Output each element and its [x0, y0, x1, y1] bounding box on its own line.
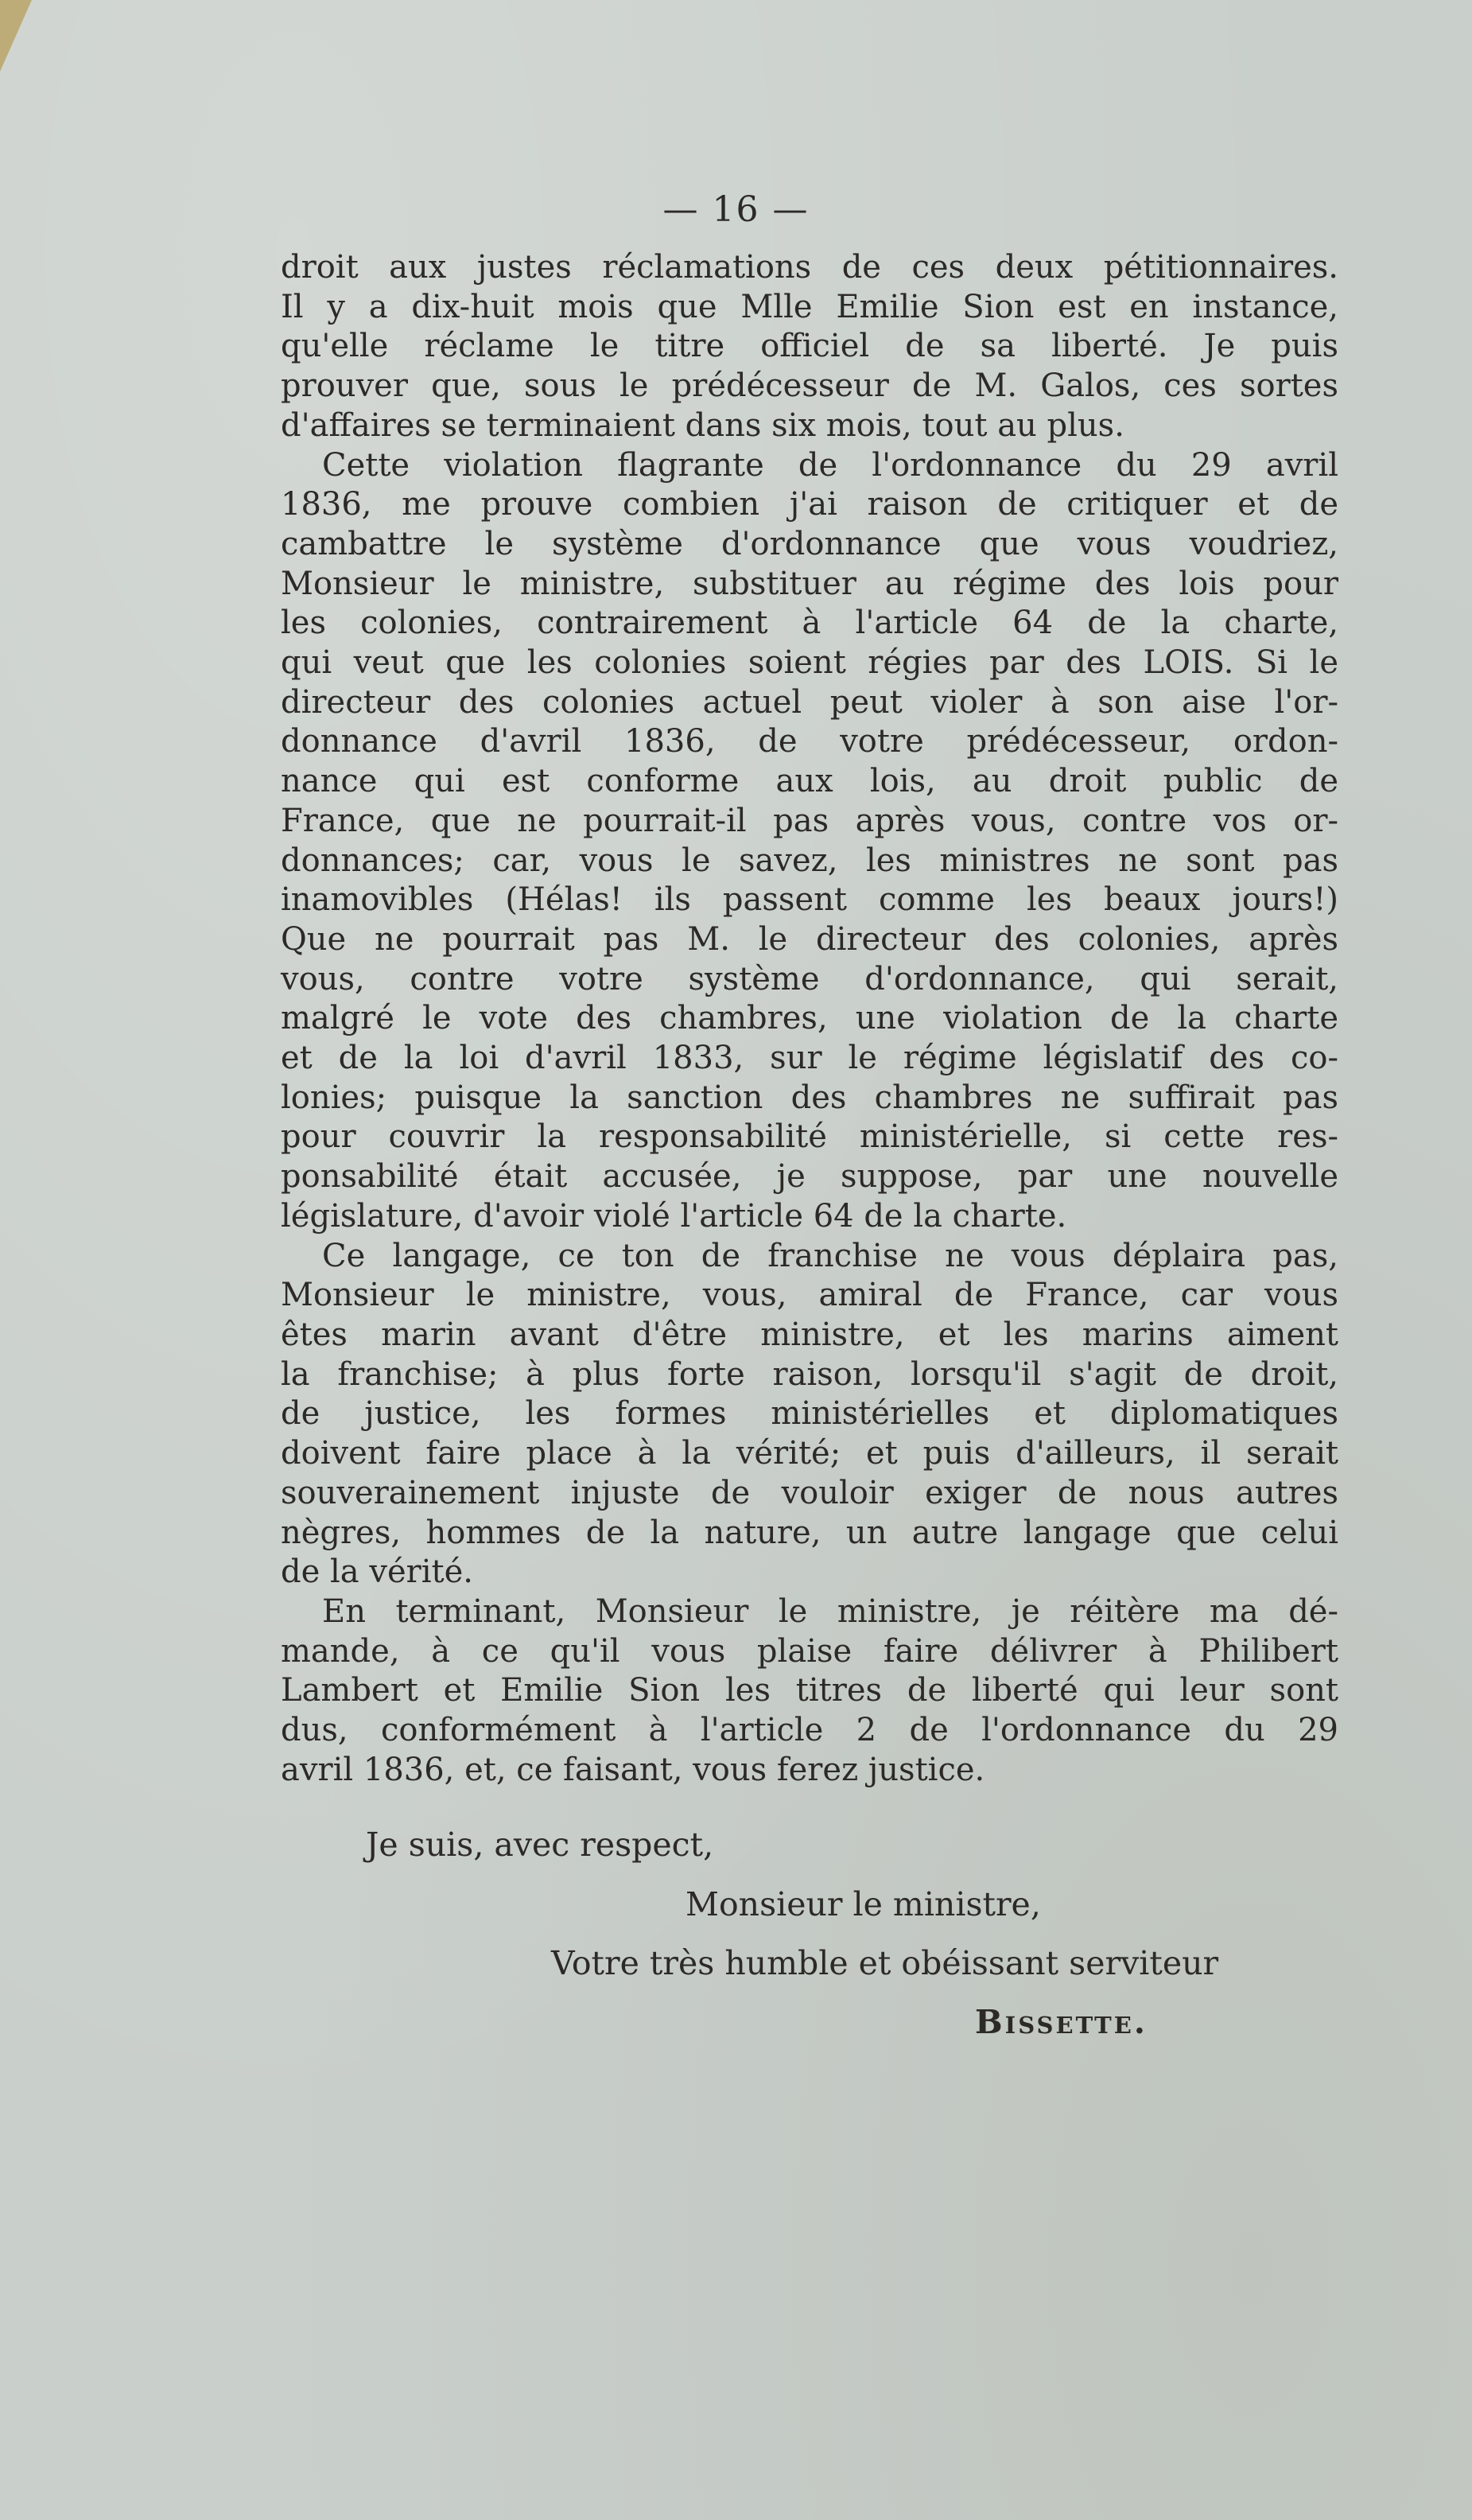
text-line: doivent faire place à la vérité; et puis d'ailleurs, il serait — [281, 1435, 1338, 1472]
text-line: qui veut que les colonies soient régies par des LOIS. Si le — [281, 644, 1338, 682]
text-line: donnances; car, vous le savez, les ministres ne sont pas — [281, 842, 1338, 879]
letter-body — [281, 248, 1338, 1790]
text-line: donnance d'avril 1836, de votre prédécesseur, ordon- — [281, 723, 1338, 760]
text-line: souverainement injuste de vouloir exiger de nous autres — [281, 1474, 1338, 1511]
text-line: mande, à ce qu'il vous plaise faire délivrer à Philibert — [281, 1632, 1338, 1670]
text-line: directeur des colonies actuel peut violer à son aise l'or- — [281, 683, 1338, 721]
text-line: Que ne pourrait pas M. le directeur des colonies, après — [281, 920, 1338, 958]
text-line: droit aux justes réclamations de ces deux pétitionnaires. — [281, 249, 1338, 286]
text-line: Ce langage, ce ton de franchise ne vous déplaira pas, — [322, 1237, 1338, 1274]
page-corner-fold — [0, 0, 32, 72]
text-line: et de la loi d'avril 1833, sur le régime législatif des co- — [281, 1040, 1338, 1077]
text-line: prouver que, sous le prédécesseur de M. Galos, ces sortes — [281, 368, 1338, 405]
text-line: Monsieur le ministre, substituer au régime des lois pour — [281, 565, 1338, 602]
closing-addressee: Monsieur le ministre, — [686, 1885, 1041, 1923]
text-line: nègres, hommes de la nature, un autre langage que celui — [281, 1514, 1338, 1551]
text-line: dus, conformément à l'article 2 de l'ordonnance du 29 — [281, 1712, 1338, 1749]
text-line: 1836, me prouve combien j'ai raison de critiquer et de — [281, 486, 1338, 523]
closing-salutation: Je suis, avec respect, — [366, 1826, 714, 1864]
text-line: avril 1836, et, ce faisant, vous ferez justice. — [281, 1751, 985, 1788]
text-line: malgré le vote des chambres, une violation de la charte — [281, 1000, 1338, 1037]
text-line: de justice, les formes ministérielles et diplomatiques — [281, 1395, 1338, 1433]
text-line: lonies; puisque la sanction des chambres ne suffirait pas — [281, 1079, 1338, 1116]
text-line: Lambert et Emilie Sion les titres de liberté qui leur sont — [281, 1672, 1338, 1709]
text-line: les colonies, contrairement à l'article 64 de la charte, — [281, 605, 1338, 642]
text-line: France, que ne pourrait-il pas après vous, contre vos or- — [281, 802, 1338, 839]
text-line: la franchise; à plus forte raison, lorsqu'il s'agit de droit, — [281, 1355, 1338, 1393]
signature: Bissette. — [975, 2003, 1148, 2041]
text-line: vous, contre votre système d'ordonnance, qui serait, — [281, 960, 1338, 998]
text-line: êtes marin avant d'être ministre, et les marins aiment — [281, 1316, 1338, 1353]
text-line: cambattre le système d'ordonnance que vous voudriez, — [281, 525, 1338, 562]
text-line: nance qui est conforme aux lois, au droit public de — [281, 763, 1338, 800]
text-line: inamovibles (Hélas! ils passent comme les beaux jours!) — [281, 881, 1338, 919]
text-line: En terminant, Monsieur le ministre, je réitère ma dé- — [322, 1592, 1338, 1630]
text-line: Il y a dix-huit mois que Mlle Emilie Sion est en instance, — [281, 288, 1338, 325]
text-line: ponsabilité était accusée, je suppose, par une nouvelle — [281, 1158, 1338, 1196]
text-line: Monsieur le ministre, vous, amiral de France, car vous — [281, 1277, 1338, 1314]
text-line: qu'elle réclame le titre officiel de sa liberté. Je puis — [281, 328, 1338, 365]
text-line: de la vérité. — [281, 1554, 473, 1591]
text-line: d'affaires se terminaient dans six mois, tout au plus. — [281, 406, 1124, 444]
text-line: Cette violation flagrante de l'ordonnance du 29 avril — [322, 446, 1338, 484]
text-line: législature, d'avoir violé l'article 64 de la charte. — [281, 1197, 1067, 1235]
closing-servant-line: Votre très humble et obéissant serviteur — [551, 1944, 1219, 1982]
page-number: — 16 — — [662, 189, 810, 230]
text-line: pour couvrir la responsabilité ministérielle, si cette res- — [281, 1118, 1338, 1156]
